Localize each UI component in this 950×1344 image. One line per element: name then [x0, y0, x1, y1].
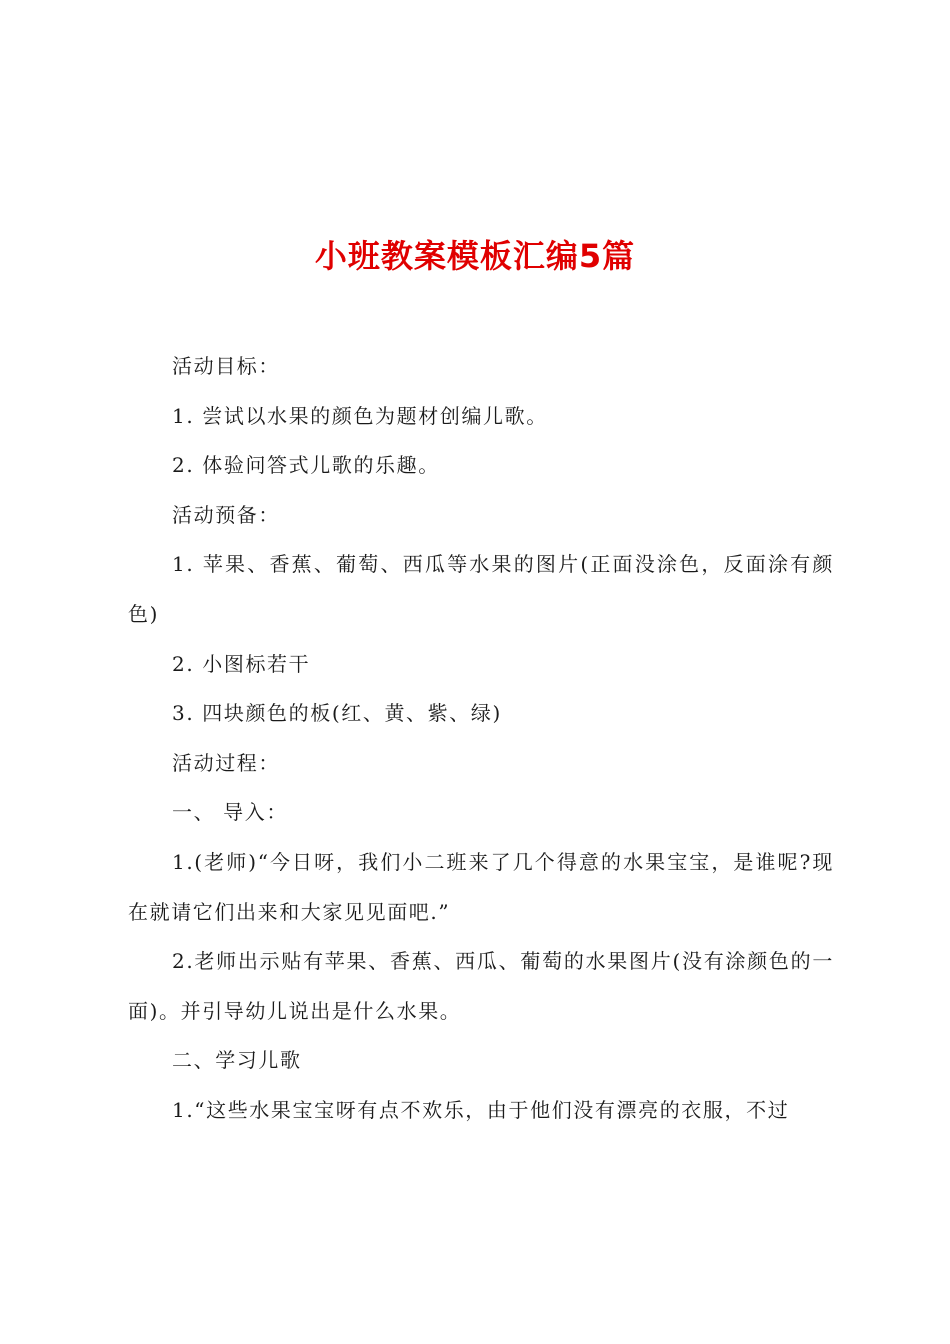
document-body	[128, 342, 834, 1136]
heading-activity-process: 活动过程：	[172, 750, 280, 775]
process-paragraph: 1.(老师)“今日呀，我们小二班来了几个得意的水果宝宝，是谁呢?现在就请它们出来和大家见见面吧.”	[128, 849, 834, 924]
goal-item-2: 2. 体验问答式儿歌的乐趣。	[172, 453, 440, 478]
document-title: 小班教案模板汇编5篇	[314, 237, 636, 276]
preparation-item-2: 2. 小图标若干	[172, 651, 311, 676]
section-introduction: 一、 导入：	[172, 800, 288, 825]
process-paragraph: 2.老师出示贴有苹果、香蕉、西瓜、葡萄的水果图片(没有涂颜色的一面)。并引导幼儿说出是什么水果。	[128, 949, 834, 1023]
preparation-item-3: 3. 四块颜色的板(红、黄、紫、绿)	[172, 701, 502, 726]
heading-activity-preparation: 活动预备：	[172, 502, 280, 527]
section-learn-song: 二、学习儿歌	[172, 1048, 302, 1073]
process-paragraph: 1.“这些水果宝宝呀有点不欢乐，由于他们没有漂亮的衣服，不过	[172, 1097, 790, 1122]
heading-activity-goals: 活动目标：	[172, 354, 280, 378]
preparation-item-1: 1. 苹果、香蕉、葡萄、西瓜等水果的图片(正面没涂色，反面涂有颜色)	[128, 552, 834, 626]
goal-item-1: 1. 尝试以水果的颜色为题材创编儿歌。	[172, 403, 548, 428]
